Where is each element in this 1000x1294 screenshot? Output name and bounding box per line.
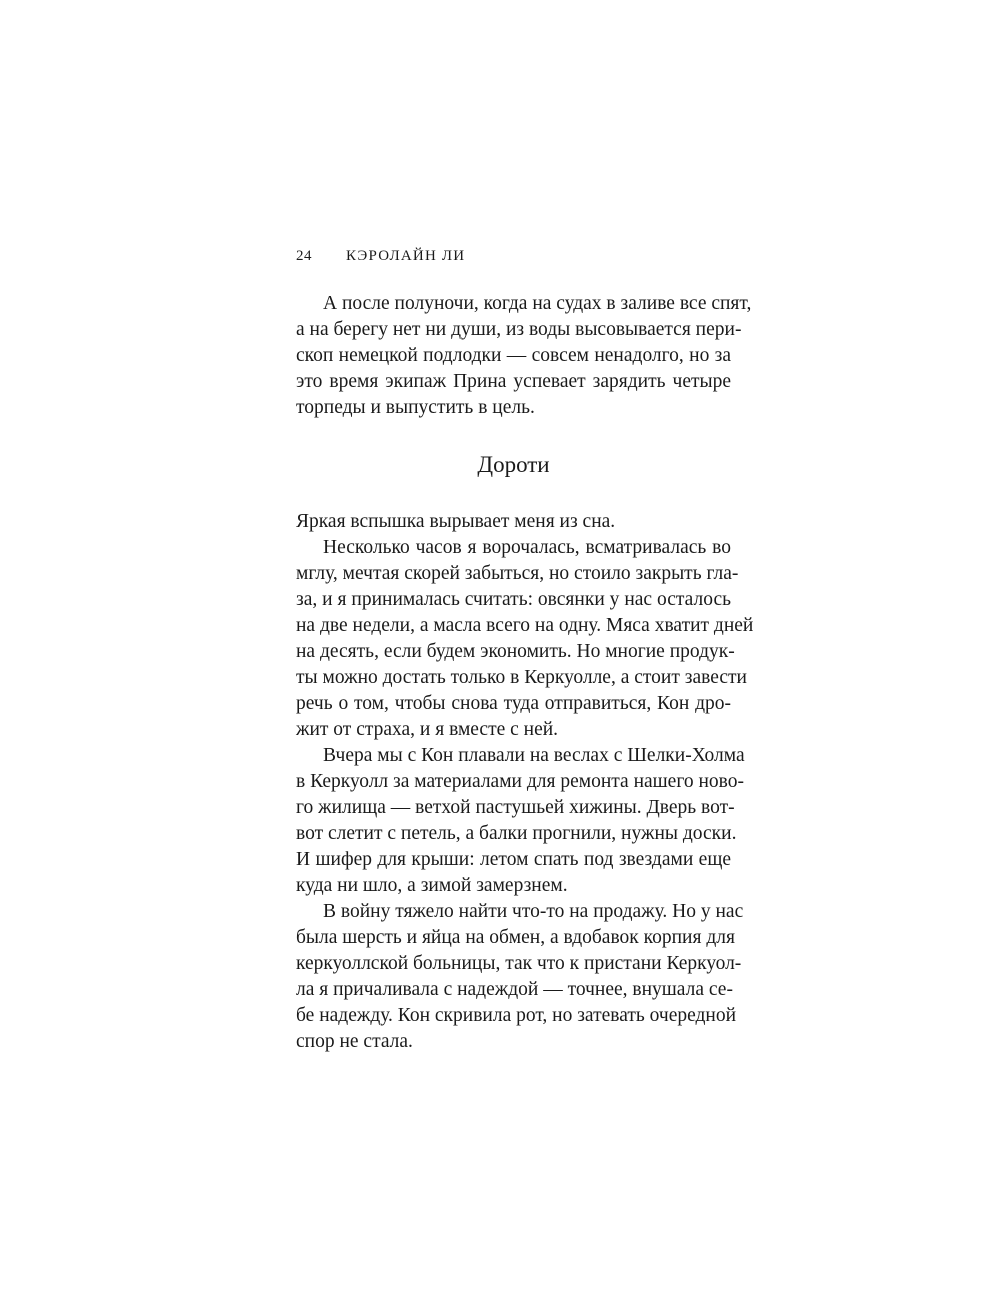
text-line: куда ни шло, а зимой замерзнем. <box>296 875 568 896</box>
text-line: речь о том, чтобы снова туда отправиться, Кон дро- <box>296 693 731 714</box>
text-line: была шерсть и яйца на обмен, а вдобавок корпия для <box>296 927 735 948</box>
text-line: бе надежду. Кон скривила рот, но затевать очередной <box>296 1005 737 1026</box>
running-head <box>296 248 736 270</box>
text-line: Яркая вспышка вырывает меня из сна. <box>296 511 616 532</box>
running-head-author: КЭРОЛАЙН ЛИ <box>346 248 466 264</box>
text-line: И шифер для крыши: летом спать под звездами еще <box>296 849 731 870</box>
text-line: жит от страха, и я вместе с ней. <box>296 719 559 740</box>
text-line: в Керкуолл за материалами для ремонта нашего ново- <box>296 771 744 792</box>
text-line: ты можно достать только в Керкуолле, а стоит завести <box>296 667 747 688</box>
text-line: на две недели, а масла всего на одну. Мяса хватит дней <box>296 615 754 636</box>
text-line: на десять, если будем экономить. Но многие продук- <box>296 641 735 662</box>
text-line: а на берегу нет ни души, из воды высовывается пери- <box>296 319 742 340</box>
text-line: мглу, мечтая скорей забыться, но стоило закрыть гла- <box>296 563 739 584</box>
text-line: спор не стала. <box>296 1031 413 1052</box>
text-line: торпеды и выпустить в цель. <box>296 397 535 418</box>
text-line: это время экипаж Прина успевает зарядить четыре <box>296 371 731 392</box>
page-number: 24 <box>296 248 312 264</box>
text-line: скоп немецкой подлодки — совсем ненадолго, но за <box>296 345 731 366</box>
text-line: Вчера мы с Кон плавали на веслах с Шелки-Холма <box>323 745 745 766</box>
text-line: В войну тяжело найти что-то на продажу. Но у нас <box>323 901 744 922</box>
text-line: керкуоллской больницы, так что к пристани Керкуол- <box>296 953 742 974</box>
text-line: Несколько часов я ворочалась, всматривалась во <box>323 537 731 558</box>
text-line: за, и я принималась считать: овсянки у нас осталось <box>296 589 731 610</box>
text-line: ла я причаливала с надеждой — точнее, внушала се- <box>296 979 733 1000</box>
text-line: А после полуночи, когда на судах в заливе все спят, <box>323 293 752 314</box>
text-line: го жилища — ветхой пастушьей хижины. Дверь вот- <box>296 797 735 818</box>
section-title: Дороти <box>477 452 550 477</box>
text-line: вот слетит с петель, а балки прогнили, нужны доски. <box>296 823 737 844</box>
